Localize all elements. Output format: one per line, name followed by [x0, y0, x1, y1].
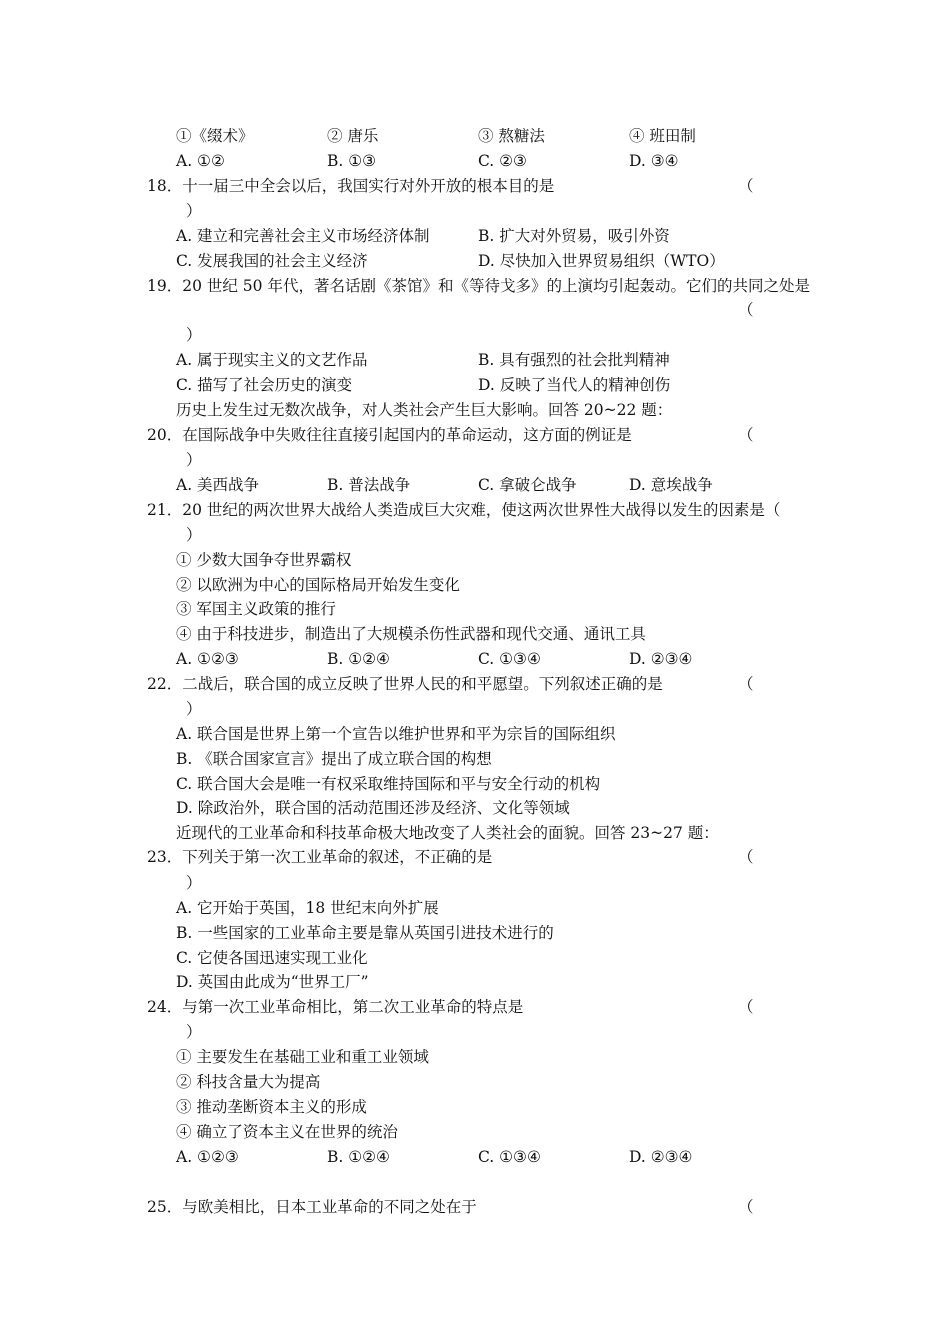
q22-answer-paren-open: （: [738, 675, 754, 693]
q20-option-a: A. 美西战争: [176, 476, 260, 494]
q21-option-c: C. ①③④: [478, 650, 541, 668]
q22-stem: 22．二战后，联合国的成立反映了世界人民的和平愿望。下列叙述正确的是: [147, 675, 663, 693]
q21-item-3: ③ 军国主义政策的推行: [176, 600, 336, 618]
q24-answer-paren-open: （: [738, 998, 754, 1016]
q20-option-b: B. 普法战争: [327, 476, 411, 494]
q23-option-d: D. 英国由此成为“世界工厂”: [176, 973, 369, 991]
q19-option-b: B. 具有强烈的社会批判精神: [478, 351, 670, 369]
q23-option-b: B. 一些国家的工业革命主要是靠从英国引进技术进行的: [176, 924, 554, 942]
q24-item-2: ② 科技含量大为提高: [176, 1073, 321, 1091]
q20-stem: 20．在国际战争中失败往往直接引起国内的革命运动，这方面的例证是: [147, 426, 632, 444]
q21-item-1: ① 少数大国争夺世界霸权: [176, 551, 352, 569]
q17-option-d: D. ③④: [629, 152, 679, 170]
q24-stem: 24．与第一次工业革命相比，第二次工业革命的特点是: [147, 998, 524, 1016]
q22-option-c: C. 联合国大会是唯一有权采取维持国际和平与安全行动的机构: [176, 775, 601, 793]
q20-option-d: D. 意埃战争: [629, 476, 713, 494]
intro-20-22: 历史上发生过无数次战争，对人类社会产生巨大影响。回答 20~22 题：: [176, 401, 673, 419]
q19-option-c: C. 描写了社会历史的演变: [176, 376, 353, 394]
q24-item-1: ① 主要发生在基础工业和重工业领域: [176, 1048, 429, 1066]
q18-option-b: B. 扩大对外贸易，吸引外资: [478, 227, 670, 245]
q21-stem: 21．20 世纪的两次世界大战给人类造成巨大灾难，使这两次世界性大战得以发生的因素是（: [147, 501, 781, 519]
q21-option-a: A. ①②③: [176, 650, 239, 668]
q23-option-a: A. 它开始于英国，18 世纪末向外扩展: [176, 899, 439, 917]
q21-item-4: ④ 由于科技进步，制造出了大规模杀伤性武器和现代交通、通讯工具: [176, 625, 646, 643]
q18-option-a: A. 建立和完善社会主义市场经济体制: [176, 227, 430, 245]
q17-option-c: C. ②③: [478, 152, 527, 170]
q24-option-b: B. ①②④: [327, 1148, 390, 1166]
q21-answer-paren-close: ）: [186, 526, 202, 544]
intro-23-27: 近现代的工业革命和科技革命极大地改变了人类社会的面貌。回答 23~27 题：: [176, 824, 719, 842]
q24-option-d: D. ②③④: [629, 1148, 693, 1166]
q22-option-a: A. 联合国是世界上第一个宣告以维护世界和平为宗旨的国际组织: [176, 725, 616, 743]
q22-answer-paren-close: ）: [186, 700, 202, 718]
q25-answer-paren-open: （: [738, 1198, 754, 1216]
q21-option-b: B. ①②④: [327, 650, 390, 668]
q24-option-c: C. ①③④: [478, 1148, 541, 1166]
q24-item-3: ③ 推动垄断资本主义的形成: [176, 1098, 367, 1116]
q20-answer-paren-open: （: [738, 426, 754, 444]
q20-option-c: C. 拿破仑战争: [478, 476, 577, 494]
q17-option-a: A. ①②: [176, 152, 225, 170]
q21-option-d: D. ②③④: [629, 650, 693, 668]
q23-stem: 23．下列关于第一次工业革命的叙述，不正确的是: [147, 848, 493, 866]
q19-answer-paren-close: ）: [186, 326, 202, 344]
q17-option-b: B. ①③: [327, 152, 377, 170]
q23-answer-paren-close: ）: [186, 874, 202, 892]
q18-option-c: C. 发展我国的社会主义经济: [176, 252, 368, 270]
q21-item-2: ② 以欧洲为中心的国际格局开始发生变化: [176, 576, 460, 594]
q17-item-2: ② 唐乐: [327, 127, 379, 145]
q24-option-a: A. ①②③: [176, 1148, 239, 1166]
q19-stem: 19．20 世纪 50 年代，著名话剧《茶馆》和《等待戈多》的上演均引起轰动。它们的共同之处是: [147, 277, 810, 295]
q25-stem: 25．与欧美相比，日本工业革命的不同之处在于: [147, 1198, 477, 1216]
q22-option-d: D. 除政治外，联合国的活动范围还涉及经济、文化等领域: [176, 799, 570, 817]
q24-item-4: ④ 确立了资本主义在世界的统治: [176, 1123, 398, 1141]
q17-item-4: ④ 班田制: [629, 127, 696, 145]
q17-item-3: ③ 熬糖法: [478, 127, 545, 145]
q23-option-c: C. 它使各国迅速实现工业化: [176, 949, 368, 967]
q24-answer-paren-close: ）: [186, 1023, 202, 1041]
q19-answer-paren-open: （: [738, 301, 754, 319]
q18-option-d: D. 尽快加入世界贸易组织（WTO）: [478, 252, 725, 270]
q19-option-a: A. 属于现实主义的文艺作品: [176, 351, 368, 369]
q23-answer-paren-open: （: [738, 848, 754, 866]
q18-stem: 18．十一届三中全会以后，我国实行对外开放的根本目的是: [147, 177, 555, 195]
q22-option-b: B. 《联合国家宣言》提出了成立联合国的构想: [176, 750, 492, 768]
q20-answer-paren-close: ）: [186, 451, 202, 469]
q18-answer-paren-close: ）: [186, 202, 202, 220]
q18-answer-paren-open: （: [738, 177, 754, 195]
q19-option-d: D. 反映了当代人的精神创伤: [478, 376, 671, 394]
q17-item-1: ①《缀术》: [176, 127, 254, 145]
